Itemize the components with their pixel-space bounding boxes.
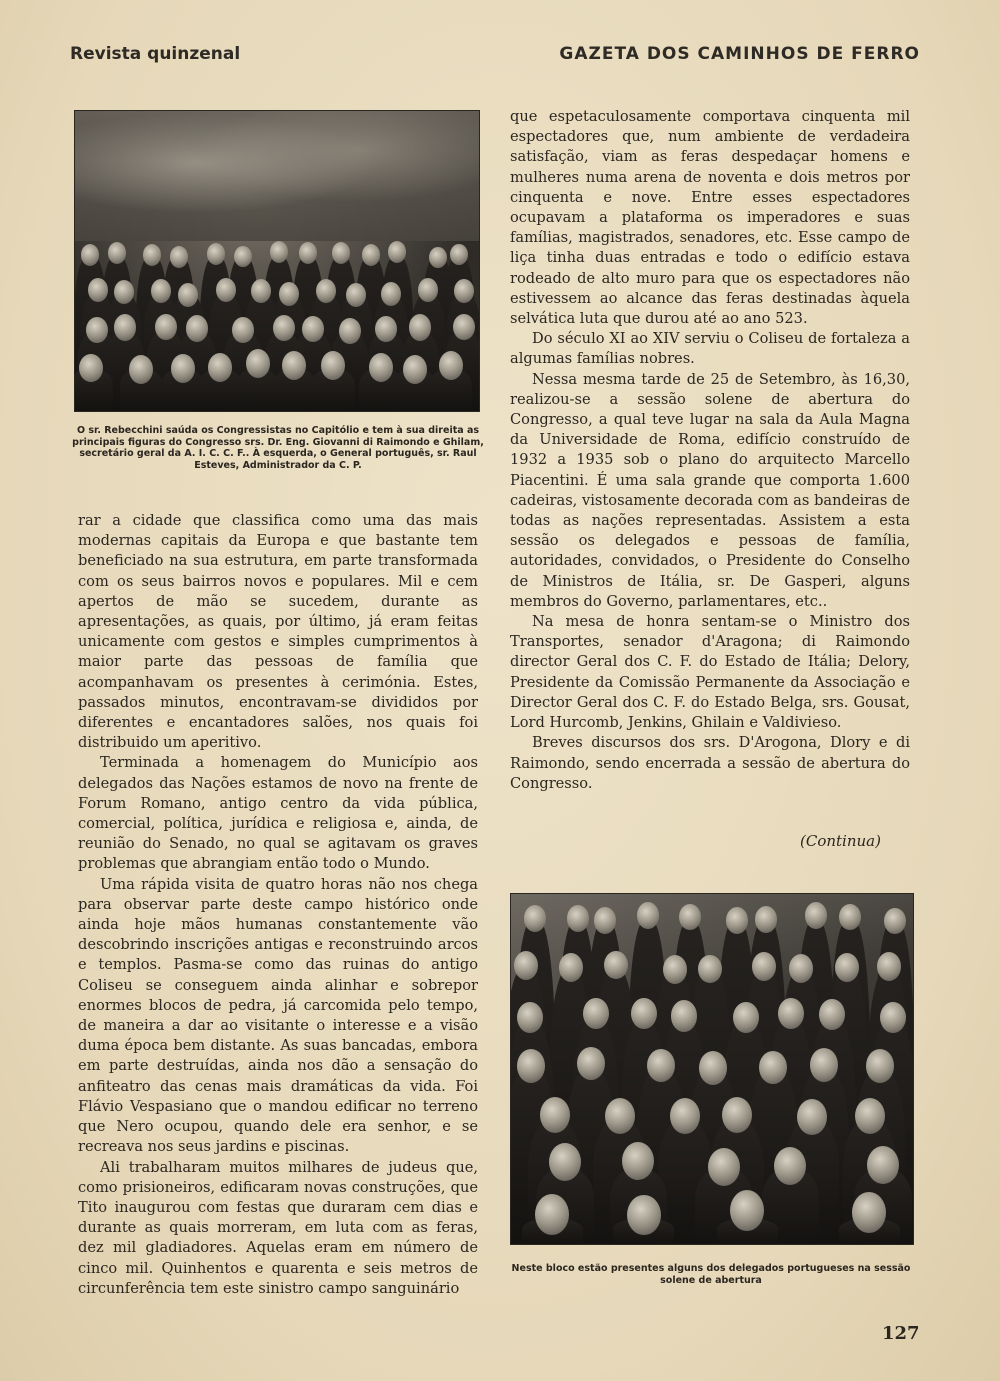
photo-figure-head (302, 316, 324, 342)
photo-capitol-reception (74, 110, 480, 412)
photo-figure-head (403, 355, 427, 384)
photo-figure-head (114, 314, 136, 340)
photo-figure-head (810, 1048, 838, 1082)
photo-figure-head (884, 908, 906, 934)
article-column-right (510, 107, 910, 794)
photo-opening-session-audience (510, 893, 914, 1245)
photo-figure-head (246, 349, 270, 378)
photo-figure-head (583, 998, 609, 1029)
photo-figure-head (670, 1098, 700, 1134)
photo-figure-head (708, 1148, 740, 1186)
photo-fresco-background (75, 111, 479, 241)
photo-figure-head (129, 355, 153, 384)
photo-figure-head (332, 242, 350, 264)
photo-figure-head (450, 244, 468, 266)
photo-figure-head (143, 244, 161, 266)
photo-figure-head (514, 951, 538, 980)
photo-figure-head (559, 953, 583, 982)
photo-figure-head (251, 279, 271, 303)
photo-figure-head (171, 354, 195, 383)
photo-figure-head (855, 1098, 885, 1134)
paragraph: Do século XI ao XIV serviu o Coliseu de fortaleza a algumas famílias nobres. (510, 330, 910, 368)
photo-figure-head (279, 282, 299, 306)
photo-figure-head (778, 998, 804, 1029)
page-number: 127 (882, 1323, 920, 1344)
photo-figure-head (789, 954, 813, 983)
photo-figure-head (216, 278, 236, 302)
photo-figure-head (866, 1049, 894, 1083)
photo-figure-head (637, 902, 659, 928)
photo-figure-head (270, 241, 288, 263)
photo-figure-head (877, 952, 901, 981)
paragraph: que espetaculosamente comportava cinquenta mil espectadores que, num ambiente de verdadeira satisfação, viam as feras despedaçar homens e mulheres numa arena de noventa e dois metros por cinquenta e nove. Entre esses espectadores ocupavam a plataforma os imperadores e suas famílias, magistrados, senadores, etc. Esse campo de liça tinha duas entradas e todo o edifício estava rodeado de alto muro para que os espectadores não estivessem ao alcance das feras destinadas àquela selvática luta que durou até ao ano 523. (510, 108, 910, 328)
paragraph: Ali trabalharam muitos milhares de judeus que, como prisioneiros, edificaram novas construções, que Tito inaugurou com festas que duraram cem dias e durante as quais morreram, em luta com as feras, dez mil gladiadores. Aquelas eram em número de cinco mil. Quinhentos e quarenta e seis metros de circunferência tem este sinistro campo sanguinário (78, 1158, 478, 1297)
photo-figure-head (207, 243, 225, 265)
photo-figure-head (647, 1049, 675, 1083)
photo-figure-head (369, 353, 393, 382)
photo-figure-head (627, 1195, 661, 1236)
photo-figure-head (439, 351, 463, 380)
photo-figure-head (273, 315, 295, 341)
photo-figure-head (567, 905, 589, 931)
paragraph: Uma rápida visita de quatro horas não nos chega para observar parte deste campo histórico onde ainda hoje mãos humanas constantemente vão descobrindo inscrições antigas e reconstruindo arcos e templos. Pasma-se como das ruinas do antigo Coliseu se conseguem ainda alinhar e sobrepor enormes blocos de pedra, já carcomida pelo tempo, de maneira a dar ao visitante o interesse e a visão duma época bem distante. As suas bancadas, embora em parte destruídas, ainda nos dão a sensação do anfiteatro das cenas mais dramáticas da vida. Foi Flávio Vespasiano que o mandou edificar no terreno que Nero ocupou, quando dele era senhor, e se recreava nos seus jardins e piscinas. (78, 875, 478, 1156)
photo-figure-head (663, 955, 687, 984)
photo-figure-head (208, 353, 232, 382)
photo-figure-head (362, 244, 380, 266)
photo-figure-head (733, 1002, 759, 1033)
continued-note: (Continua) (800, 832, 881, 850)
photo-figure-head (186, 315, 208, 341)
header-publication-type: Revista quinzenal (70, 44, 241, 64)
photo-figure-head (540, 1097, 570, 1133)
photo-figure-head (108, 242, 126, 264)
photo-figure-head (867, 1146, 899, 1184)
photo-figure-head (605, 1098, 635, 1134)
photo-figure-head (671, 1000, 697, 1031)
paragraph: Breves discursos dos srs. D'Arogona, Dlory e di Raimondo, sendo encerrada a sessão de abertura do Congresso. (510, 734, 910, 792)
photo-figure-head (232, 317, 254, 343)
photo-figure-head (346, 283, 366, 307)
photo-figure-head (170, 246, 188, 268)
article-column-left (78, 511, 478, 1299)
photo-figure-head (429, 247, 447, 269)
photo-figure-head (88, 278, 108, 302)
paragraph: Terminada a homenagem do Município aos delegados das Nações estamos de novo na frente de Forum Romano, antigo centro da vida pública, comercial, política, jurídica e religiosa e, ainda, de reunião do Senado, no qual se agitavam os graves problemas que abrangiam então todo o Mundo. (78, 754, 478, 873)
paragraph: rar a cidade que classifica como uma das mais modernas capitais da Europa e que bastante tem beneficiado na sua estrutura, em parte transformada com os seus bairros novos e populares. Mil e cem apertos de mão se sucedem, durante as apresentações, as quais, por último, já eram feitas unicamente com gestos e simples cumprimentos à maior parte das pessoas de família que acompanhavam os presentes à cerimónia. Estes, passados minutos, encontravam-se divididos por diferentes e encantadores salões, nos quais foi distribuido um aperitivo. (78, 512, 478, 752)
photo-caption-top: O sr. Rebecchini saúda os Congressistas no Capitólio e tem à sua direita as principais figuras do Congresso srs. Dr. Eng. Giovanni di Raimondo e Ghilam, secretário geral da A. I. C. C. F.. À esquerda, o General português, sr. Raul Esteves, Administrador da C. P. (72, 425, 484, 471)
photo-figure-head (524, 905, 546, 931)
photo-figure-head (454, 279, 474, 303)
photo-figure-head (797, 1099, 827, 1135)
header-publication-title: GAZETA DOS CAMINHOS DE FERRO (559, 44, 920, 64)
photo-figure-head (316, 279, 336, 303)
photo-figure-head (604, 951, 628, 980)
paragraph: Na mesa de honra sentam-se o Ministro dos Transportes, senador d'Aragona; di Raimondo director Geral dos C. F. do Estado de Itália; Delory, Presidente da Comissão Permanente da Associação e Director Geral dos C. F. do Estado Belga, srs. Gousat, Lord Hurcomb, Jenkins, Ghilain e Valdivieso. (510, 613, 910, 732)
photo-figure-head (339, 318, 361, 344)
photo-figure-head (805, 902, 827, 928)
photo-figure-head (594, 907, 616, 933)
photo-figure-head (155, 314, 177, 340)
paragraph: Nessa mesma tarde de 25 de Setembro, às 16,30, realizou-se a sessão solene de abertura do Congresso, a qual teve lugar na sala da Aula Magna da Universidade de Roma, edifício construído de 1932 a 1935 sob o plano do arquitecto Marcello Piacentini. É uma sala grande que comporta 1.600 cadeiras, vistosamente decorada com as bandeiras de todas as nações representadas. Assistem a esta sessão os delegados e pessoas de família, autoridades, convidados, o Presidente do Conselho de Ministros de Itália, sr. De Gasperi, alguns membros do Governo, parlamentares, etc.. (510, 370, 910, 610)
photo-figure-head (819, 999, 845, 1030)
photo-figure-head (755, 906, 777, 932)
photo-figure-head (321, 351, 345, 380)
photo-figure-head (517, 1049, 545, 1083)
photo-figure-head (299, 242, 317, 264)
photo-caption-bottom: Neste bloco estão presentes alguns dos delegados portugueses na sessão solene de abertura (511, 1263, 911, 1286)
photo-figure-head (699, 1051, 727, 1085)
photo-figure-head (549, 1143, 581, 1181)
photo-figure-head (722, 1097, 752, 1133)
photo-figure-head (839, 904, 861, 930)
photo-figure-head (880, 1002, 906, 1033)
photo-figure-head (726, 907, 748, 933)
